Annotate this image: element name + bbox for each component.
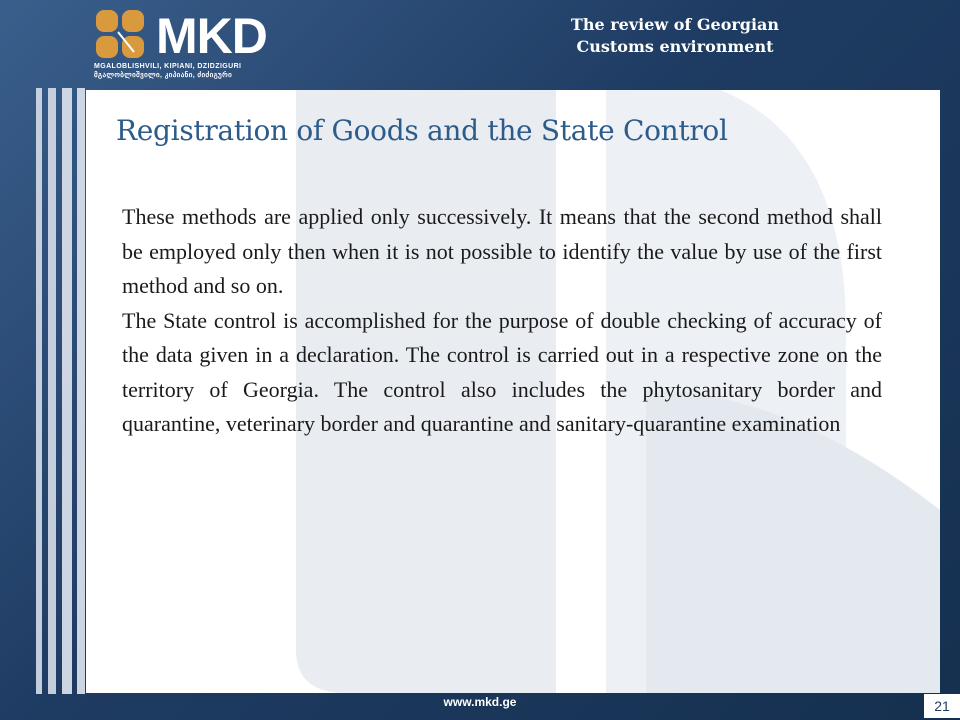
logo-subtitle-georgian: მგალობლიშვილი, კიპიანი, ძიძიგური bbox=[94, 72, 233, 79]
stripe bbox=[36, 88, 42, 694]
company-logo bbox=[94, 8, 284, 80]
body-paragraph-2: The State control is accomplished for the purpose of double checking of accuracy of the data given in a declaration. The control is carried out in a respective zone on the territory of Georgia. The control also includes the phytosanitary border and quarantine, veterinary border and quarantine and sanitary-quarantine examination bbox=[122, 307, 882, 436]
presentation-title-line1: The review of Georgian bbox=[570, 15, 780, 34]
logo-subtitle-latin: MGALOBLISHVILI, KIPIANI, DZIDZIGURI bbox=[94, 63, 242, 70]
slide-body bbox=[122, 200, 882, 442]
website-link[interactable]: www.mkd.ge bbox=[443, 695, 517, 709]
presentation-title bbox=[520, 14, 830, 58]
body-paragraph-1: These methods are applied only successively. It means that the second method shall be employed only then when it is not possible to identify the value by use of the first method and so on. bbox=[122, 204, 882, 298]
logo-mark-icon bbox=[94, 8, 152, 60]
logo-subtitle bbox=[94, 62, 294, 80]
logo-wordmark: MKD bbox=[156, 8, 267, 64]
content-panel bbox=[86, 90, 940, 693]
stripe bbox=[62, 88, 72, 694]
page-number: 21 bbox=[924, 694, 960, 718]
slide-footer bbox=[0, 693, 960, 720]
slide-title: Registration of Goods and the State Control bbox=[116, 114, 728, 147]
stripe bbox=[48, 88, 56, 694]
presentation-title-line2: Customs environment bbox=[576, 37, 774, 56]
stripe bbox=[77, 88, 85, 694]
slide-header bbox=[0, 0, 960, 90]
